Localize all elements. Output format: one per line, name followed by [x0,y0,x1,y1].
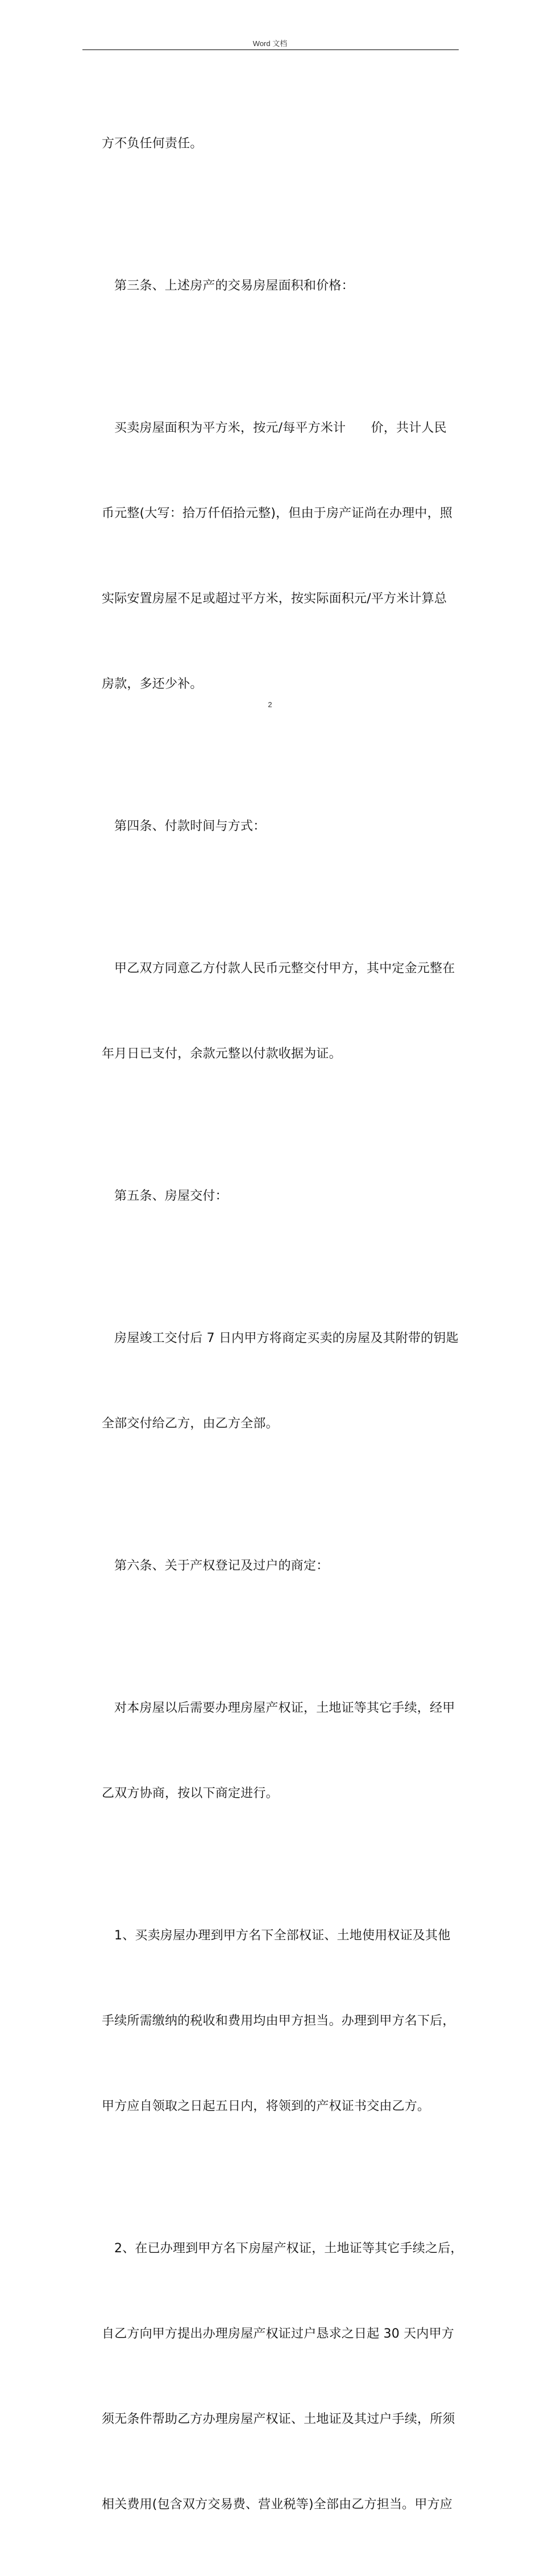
paragraph [102,1268,459,1495]
paragraph [102,357,459,756]
text-line: 房款，多还少补。 [102,677,203,691]
text-line: 须无条件帮助乙方办理房屋产权证、土地证及其过户手续，所须 [102,2412,455,2426]
text-line: 甲乙双方同意乙方付款人民币元整交付甲方，其中定金元整在 [114,961,455,976]
text-line: 方不负任何责任。 [102,137,203,151]
paragraph [102,1125,459,1268]
text-line: 对本房屋以后需要办理房屋产权证，土地证等其它手续，经甲 [114,1701,455,1715]
paragraph [102,1637,459,1865]
text-line: 年月日已支付，余款元整以付款收据为证。 [102,1047,342,1061]
paragraph [102,1495,459,1637]
text-line: 乙双方协商，按以下商定进行。 [102,1786,279,1801]
text-line: 相关费用(包含双方交易费、营业税等)全部由乙方担当。甲方应 [102,2497,452,2512]
text-line: 实际安置房屋不足或超过平方米，按实际面积元/平方米计算总 [102,592,447,606]
text-line: 自乙方向甲方提出办理房屋产权证过户恳求之日起 30 天内甲方 [102,2327,454,2341]
paragraph [102,2178,463,2576]
text-line: 第五条、房屋交付： [114,1189,228,1203]
text-line: 房屋竣工交付后 7 日内甲方将商定买卖的房屋及其附带的钥匙 [114,1331,459,1345]
paragraph [102,1865,459,2178]
text-line: 2、在已办理到甲方名下房屋产权证，土地证等其它手续之后， [114,2241,463,2256]
text-line: 币元整(大写：拾万仟佰拾元整)，但由于房产证尚在办理中，照 [102,506,452,521]
document-body [102,73,463,2576]
header-divider [82,49,459,50]
text-line: 第六条、关于产权登记及过户的商定： [114,1559,329,1573]
page-header: Word 文档 [252,39,288,48]
text-line: 甲方应自领取之日起五日内，将领到的产权证书交由乙方。 [102,2099,430,2113]
text-line: 第三条、上述房产的交易房屋面积和价格： [114,279,354,293]
paragraph [102,73,459,215]
paragraph [102,756,459,898]
paragraph [102,215,459,357]
text-line: 1、买卖房屋办理到甲方名下全部权证、土地使用权证及其他 [114,1929,451,1943]
text-line: 全部交付给乙方，由乙方全部。 [102,1417,279,1431]
text-line: 第四条、付款时间与方式： [114,819,266,833]
text-line: 手续所需缴纳的税收和费用均由甲方担当。办理到甲方名下后， [102,2014,455,2028]
paragraph [102,898,459,1125]
text-line: 买卖房屋面积为平方米，按元/每平方米计 价，共计人民 [114,421,447,435]
page-number: 2 [268,700,272,709]
